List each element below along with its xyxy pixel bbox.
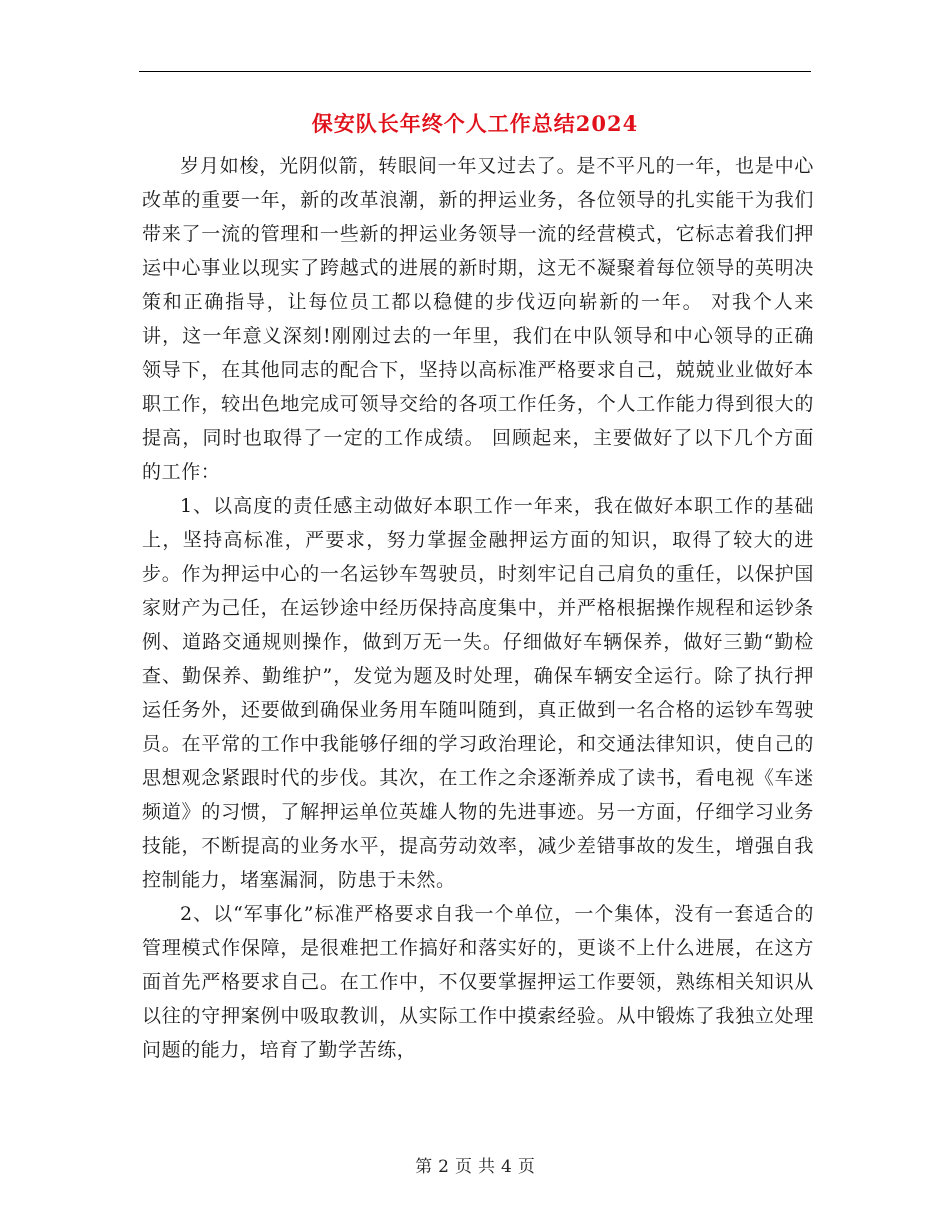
paragraph-intro: 岁月如梭，光阴似箭，转眼间一年又过去了。是不平凡的一年，也是中心改革的重要一年，新的改革浪潮，新的押运业务，各位领导的扎实能干为我们带来了一流的管理和一些新的押运业务领导一流的经营模式，它标志着我们押运中心事业以现实了跨越式的进展的新时期，这无不凝聚着每位领导的英明决策和正确指导，让每位员工都以稳健的步伐迈向崭新的一年。 对我个人来讲，这一年意义深刻!刚刚过去的一年里，我们在中队领导和中心领导的正确领导下，在其他同志的配合下，坚持以高标准严格要求自己，兢兢业业做好本职工作，较出色地完成可领导交给的各项工作任务，个人工作能力得到很大的提高，同时也取得了一定的工作成绩。 回顾起来，主要做好了以下几个方面的工作： xyxy=(142,155,814,483)
footer-page-word: 页 xyxy=(455,1157,472,1177)
header-rule xyxy=(139,71,811,72)
current-page-number: 2 xyxy=(438,1157,449,1177)
footer-total-word: 共 xyxy=(478,1157,495,1177)
paragraph-section-2: 2、以“军事化”标准严格要求自我一个单位，一个集体，没有一套适合的管理模式作保障，是很难把工作搞好和落实好的，更谈不上什么进展，在这方面首先严格要求自己。在工作中，不仅要掌握押运工作要领，熟练相关知识从以往的守押案例中吸取教训，从实际工作中摸索经验。从中锻炼了我独立处理问题的能力，培育了勤学苦练， xyxy=(142,903,814,1061)
paragraph-section-1: 1、以高度的责任感主动做好本职工作一年来，我在做好本职工作的基础上，坚持高标准，严要求，努力掌握金融押运方面的知识，取得了较大的进步。作为押运中心的一名运钞车驾驶员，时刻牢记自己肩负的重任，以保护国家财产为己任，在运钞途中经历保持高度集中，并严格根据操作规程和运钞条例、道路交通规则操作，做到万无一失。仔细做好车辆保养，做好三勤“勤检查、勤保养、勤维护”，发觉为题及时处理，确保车辆安全运行。除了执行押运任务外，还要做到确保业务用车随叫随到，真正做到一名合格的运钞车驾驶员。在平常的工作中我能够仔细的学习政治理论，和交通法律知识，使自己的思想观念紧跟时代的步伐。其次，在工作之余逐渐养成了读书，看电视《车迷频道》的习惯，了解押运单位英雄人物的先进事迹。另一方面，仔细学习业务技能，不断提高的业务水平，提高劳动效率，减少差错事故的发生，增强自我控制能力，堵塞漏洞，防患于未然。 xyxy=(142,495,814,891)
document-body xyxy=(142,149,814,1067)
document-title: 保安队长年终个人工作总结2024 xyxy=(311,111,639,136)
footer-prefix: 第 xyxy=(415,1157,433,1177)
total-page-number: 4 xyxy=(501,1157,512,1177)
footer-suffix: 页 xyxy=(517,1157,535,1177)
page-footer xyxy=(0,1152,950,1177)
